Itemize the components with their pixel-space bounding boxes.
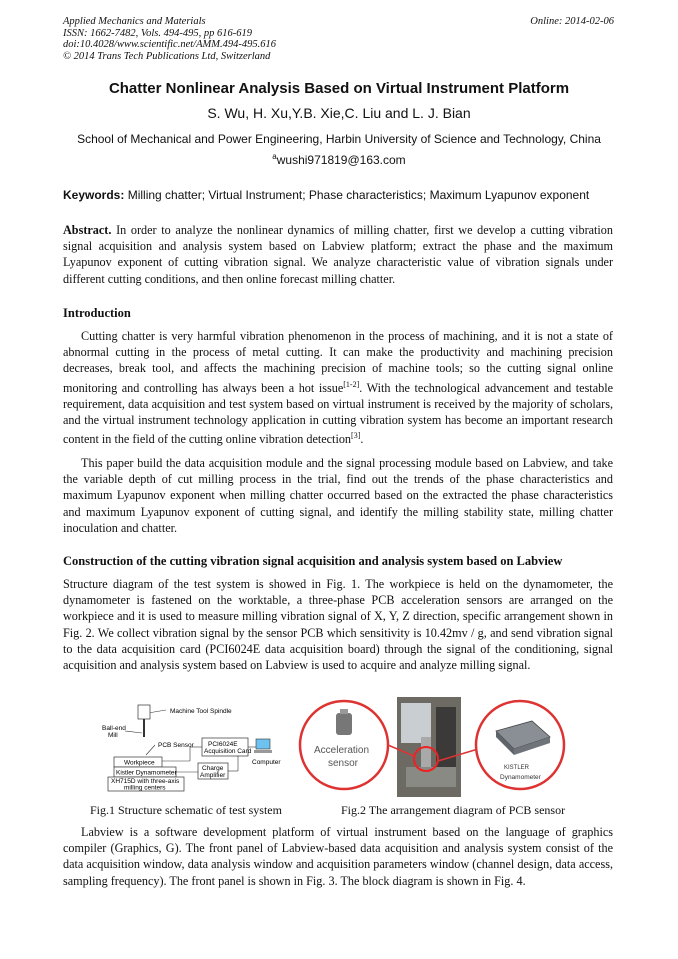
label-workpiece: Workpiece — [124, 759, 155, 767]
label-acceleration: Acceleration — [314, 745, 370, 756]
figure-2-caption: Fig.2 The arrangement diagram of PCB sensor — [341, 803, 566, 817]
label-xh-2: milling centers — [124, 784, 166, 792]
intro-paragraph-2: This paper build the data acquisition module and the signal processing module based on Labview, and take the variable depth of cut milling process in the trial, find out the trends of the phase characteristics and maximum Lyapunov exponent when milling chatter occurred based on the extracted the phase characteristics and maximum Lyapunov exponent of cutting signal, and identify the milling stability state, milling chatter inoculation and chatter. — [63, 456, 613, 535]
label-charge-1: Charge — [202, 765, 224, 772]
keywords-text: Milling chatter; Virtual Instrument; Phase characteristics; Maximum Lyapunov exponent — [124, 188, 590, 202]
computer-icon — [256, 739, 270, 749]
email-superscript: a — [272, 152, 277, 161]
figure-1-caption: Fig.1 Structure schematic of test system — [90, 803, 282, 817]
issn: ISSN: 1662-7482, Vols. 494-495, pp 616-619 — [63, 27, 252, 39]
abstract-label: Abstract. — [63, 223, 112, 237]
spindle-shape — [138, 705, 150, 719]
figure-2-photo — [296, 697, 566, 800]
section2-heading: Construction of the cutting vibration signal acquisition and analysis system based on Labview — [63, 554, 563, 568]
label-dynamometer: Dynamometer — [500, 774, 541, 781]
email-address: wushi971819@163.com — [276, 153, 406, 167]
keyboard-shape — [254, 750, 272, 753]
label-xh-1: XH715D with three-axis — [111, 778, 180, 785]
journal-name: Applied Mechanics and Materials — [63, 16, 206, 27]
doi: doi:10.4028/www.scientific.net/AMM.494-495.616 — [63, 39, 276, 50]
label-spindle: Machine Tool Spindle — [170, 708, 232, 715]
label-pcb-sensor: PCB Sensor — [158, 742, 194, 749]
affiliation: School of Mechanical and Power Engineering, Harbin University of Science and Technology, China — [77, 132, 601, 146]
intro-paragraph-1 — [63, 328, 613, 448]
acceleration-sensor-image — [336, 713, 352, 735]
label-charge-2: Amplifier — [200, 772, 226, 779]
label-ballend-2: Mill — [108, 732, 118, 739]
keywords — [63, 188, 615, 202]
paper-title: Chatter Nonlinear Analysis Based on Virtual Instrument Platform — [108, 80, 570, 97]
label-computer: Computer — [252, 759, 281, 766]
intro-p1-part-a: Cutting chatter is very harmful vibration phenomenon in the process of machining, and it is not a state of abnormal cutting in the process of metal cutting. It can make the productivity and machining precision decreases, break tool, and affects the machining precision of machine tools; so the cutting signal online monitoring and controlling has always been a hot issue — [63, 329, 613, 395]
keywords-label: Keywords: — [63, 188, 125, 202]
intro-heading: Introduction — [63, 306, 131, 320]
label-kistler: KISTLER — [504, 765, 530, 771]
citation: [1-2] — [343, 379, 360, 389]
figure-1-schematic — [80, 697, 290, 797]
journal-header — [63, 16, 276, 62]
abstract-text: In order to analyze the nonlinear dynamics of milling chatter, first we develop a cutting vibration signal acquisition and analysis system based on Labview platform; extract the phase and the maximum Lyapunov exponent of cutting vibration signal. We analyze characteristic value of vibration signals under different cutting conditions, and then online forecast milling chatter. — [63, 223, 613, 286]
section2-paragraph-1: Structure diagram of the test system is showed in Fig. 1. The workpiece is held on the dynamometer, the dynamometer is fastened on the worktable, a three-phase PCB acceleration sensors are arranged on the workpiece and it is used to measure milling vibration signal of X, Y, Z direction, specific arrangement shown in Fig. 2. We collect vibration signal by the sensor PCB which sensitivity is 10.42mv / g, and send vibration signal to the data acquisition card (PCI6024E data acquisition board) through the signal of the conditioning, signal acquisition and analysis system based on Labview is used to acquire and analyze milling signal. — [63, 577, 613, 673]
section2-paragraph-2: Labview is a software development platform of virtual instrument based on the language of graphics compiler (Graphics, G). The front panel of Labview-based data acquisition and analysis system consist of the data acquisition window, data analysis window and acquisition parameters window (channel design, data access, sampling frequency). The front panel is shown in Fig. 3. The block diagram is shown in Fig. 4. — [63, 825, 613, 888]
citation: [3] — [351, 431, 361, 441]
label-card-2: Acquisition Card — [204, 748, 252, 755]
abstract — [63, 222, 613, 287]
label-ballend-1: Ball-end — [102, 725, 126, 732]
label-sensor: sensor — [328, 758, 359, 769]
intro-p1-part-b: . With the technological advancement and testable requirement, data acquisition and test system based on virtual instrument is received by the majority of scholars, and the virtual instrument technology application in cutting vibration system has become an important research content in the field of the cutting online vibration detection — [63, 380, 613, 447]
label-card-1: PCI6024E — [208, 741, 238, 748]
email — [0, 152, 678, 167]
online-date: Online: 2014-02-06 — [530, 16, 614, 27]
label-kistler: Kistler Dynamometer — [116, 769, 177, 777]
copyright: © 2014 Trans Tech Publications Ltd, Switzerland — [63, 50, 271, 62]
intro-p1-part-c: . — [360, 432, 364, 447]
authors: S. Wu, H. Xu,Y.B. Xie,C. Liu and L. J. Bian — [207, 105, 471, 121]
